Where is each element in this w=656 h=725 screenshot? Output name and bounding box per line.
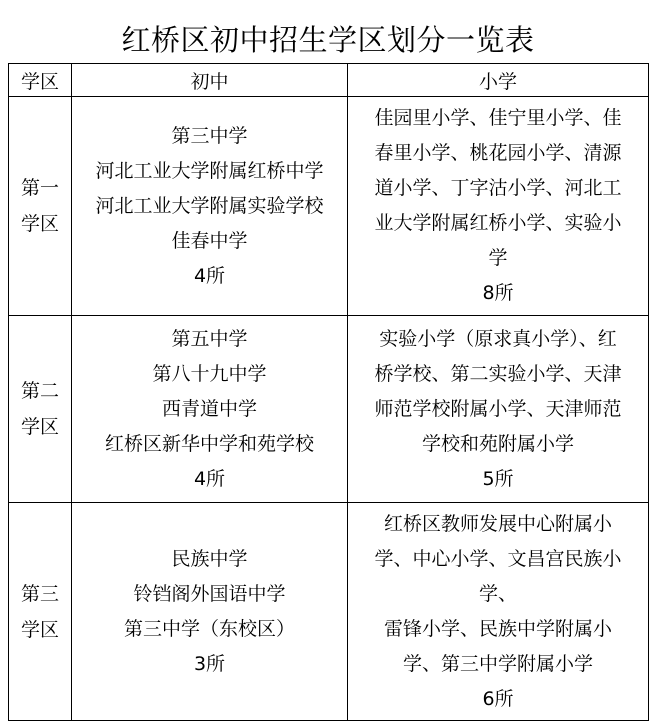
district-cell [9,97,72,316]
middle-school-name: 第五中学 [171,327,248,350]
district-label: 学区 [20,618,59,641]
table-row [9,97,649,316]
header-row [9,64,649,97]
district-label: 学区 [20,213,59,235]
district-label: 学区 [20,416,59,438]
middle-school-name: 河北工业大学附属实验学校 [95,194,324,217]
header-district: 学区 [9,64,72,97]
primary-school-cell [348,316,649,503]
primary-school-line: 桥学校、第二实验小学、天津 [374,362,622,385]
middle-school-name: 佳春中学 [171,229,248,252]
primary-school-count: 8所 [482,282,514,304]
middle-school-name: 红桥区新华中学和苑学校 [104,432,314,455]
primary-school-line: 师范学校附属小学、天津师范 [374,397,622,420]
primary-school-line: 实验小学（原求真小学）、红 [379,327,617,350]
primary-school-cell [348,503,649,721]
district-label: 第二 [20,380,59,402]
primary-school-line: 学校和苑附属小学 [421,432,574,455]
middle-school-count: 3所 [193,652,226,675]
primary-school-line: 佳园里小学、佳宁里小学、佳 [374,107,622,129]
primary-school-line: 业大学附属红桥小学、实验小 [374,212,622,234]
primary-school-line: 红桥区教师发展中心附属小 [383,512,612,535]
middle-school-cell [72,97,348,316]
district-cell [9,316,72,503]
middle-school-name: 河北工业大学附属红桥中学 [95,159,324,182]
primary-school-cell [348,97,649,316]
primary-school-line: 学、中心小学、文昌宫民族小 [374,547,622,570]
middle-school-count: 4所 [193,467,226,490]
primary-school-count: 5所 [482,467,514,490]
header-middle-school: 初中 [72,64,348,97]
primary-school-line: 学 [488,247,508,269]
middle-school-count: 4所 [193,264,226,287]
table-row [9,316,649,503]
middle-school-name: 铃铛阁外国语中学 [133,582,286,605]
middle-school-name: 民族中学 [171,547,248,570]
middle-school-cell [72,316,348,503]
middle-school-name: 第三中学（东校区） [123,617,295,640]
district-table [8,63,649,721]
middle-school-name: 西青道中学 [161,397,257,420]
district-cell [9,503,72,721]
page-title: 红桥区初中招生学区划分一览表 [121,23,535,57]
primary-school-line: 学、第三中学附属小学 [402,652,593,675]
middle-school-cell [72,503,348,721]
primary-school-count: 6所 [482,687,514,710]
middle-school-name: 第八十九中学 [152,362,267,385]
table-row [9,503,649,721]
primary-school-line: 道小学、丁字沽小学、河北工 [374,177,622,199]
primary-school-line: 学、 [478,582,517,605]
middle-school-name: 第三中学 [171,124,248,147]
header-primary-school: 小学 [348,64,649,97]
primary-school-line: 雷锋小学、民族中学附属小 [383,617,612,640]
primary-school-line: 春里小学、桃花园小学、清源 [374,142,622,164]
district-label: 第一 [20,177,59,199]
district-label: 第三 [20,582,59,605]
